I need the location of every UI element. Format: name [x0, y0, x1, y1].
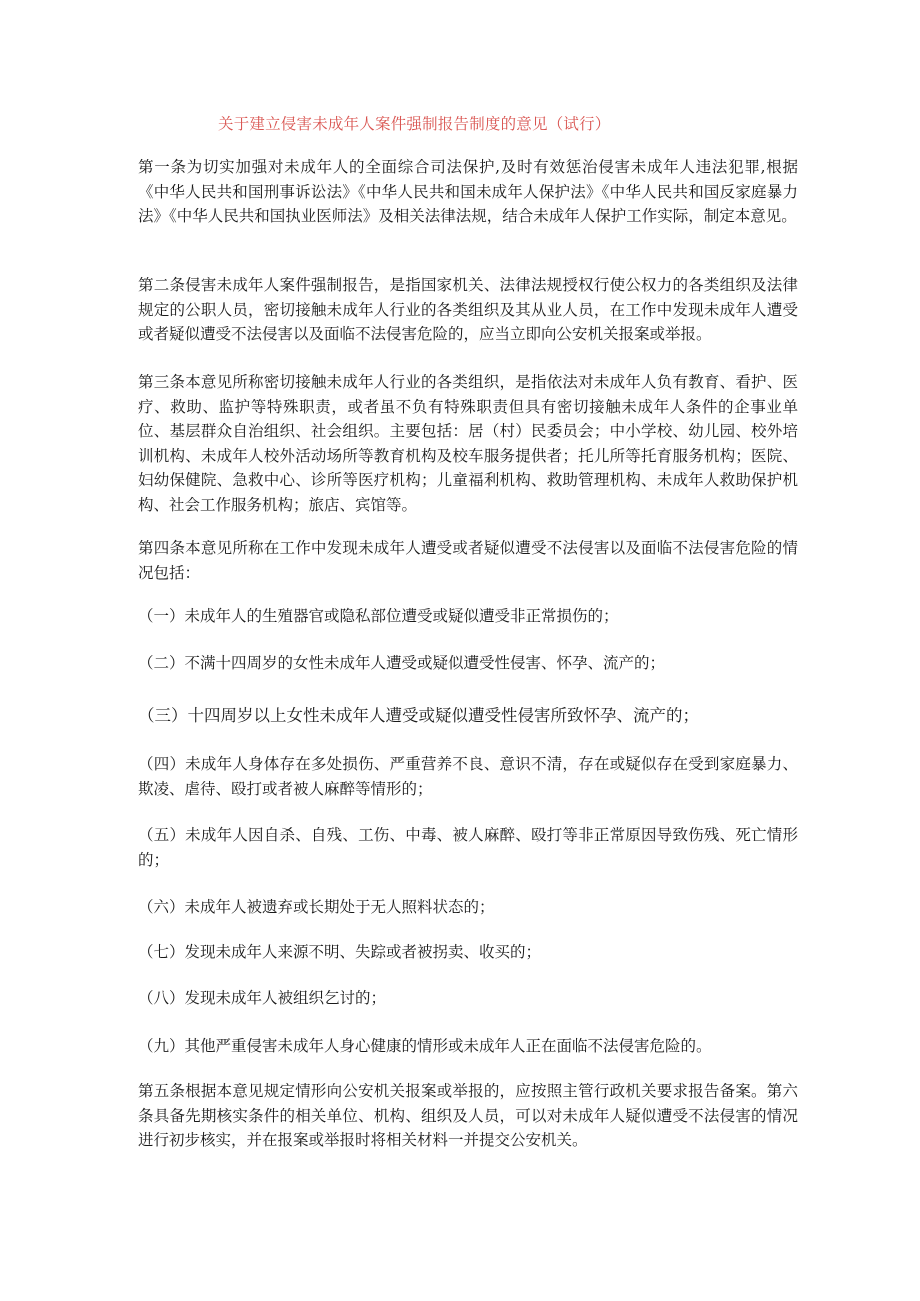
list-item-3: （三）十四周岁以上女性未成年人遭受或疑似遭受性侵害所致怀孕、流产的；	[138, 706, 699, 725]
article-4: 第四条本意见所称在工作中发现未成年人遭受或者疑似遭受不法侵害以及面临不法侵害危险的情况包括：	[138, 539, 798, 582]
list-item-8: （八）发现未成年人被组织乞讨的；	[138, 989, 387, 1007]
article-3: 第三条本意见所称密切接触未成年人行业的各类组织，是指依法对未成年人负有教育、看护、医疗、救助、监护等特殊职责，或者虽不负有特殊职责但具有密切接触未成年人条件的企事业单位、基层群众自治组织、社会组织。主要包括：居（村）民委员会；中小学校、幼儿园、校外培训机构、未成年人校外活动场所等教育机构及校车服务提供者；托儿所等托育服务机构；医院、妇幼保健院、急救中心、诊所等医疗机构；儿童福利机构、救助管理机构、未成年人救助保护机构、社会工作服务机构；旅店、宾馆等。	[138, 373, 798, 514]
list-item-9: （九）其他严重侵害未成年人身心健康的情形或未成年人正在面临不法侵害危险的。	[138, 1037, 712, 1055]
document-title: 关于建立侵害未成年人案件强制报告制度的意见（试行）	[218, 115, 611, 133]
list-item-1: （一）未成年人的生殖器官或隐私部位遭受或疑似遭受非正常损伤的；	[138, 607, 619, 625]
article-5: 第五条根据本意见规定情形向公安机关报案或举报的，应按照主管行政机关要求报告备案。第六条具备先期核实条件的相关单位、机构、组织及人员，可以对未成年人疑似遭受不法侵害的情况进行初步核实，并在报案或举报时将相关材料一并提交公安机关。	[138, 1082, 798, 1149]
list-item-5: （五）未成年人因自杀、自残、工伤、中毒、被人麻醉、殴打等非正常原因导致伤残、死亡情形的；	[138, 826, 798, 869]
list-item-6: （六）未成年人被遗弃或长期处于无人照料状态的；	[138, 898, 495, 916]
article-2: 第二条侵害未成年人案件强制报告，是指国家机关、法律法规授权行使公权力的各类组织及法律规定的公职人员，密切接触未成年人行业的各类组织及其从业人员，在工作中发现未成年人遭受或者疑似遭受不法侵害以及面临不法侵害危险的，应当立即向公安机关报案或举报。	[138, 276, 798, 343]
list-item-7: （七）发现未成年人来源不明、失踪或者被拐卖、收买的；	[138, 943, 542, 961]
list-item-2: （二）不满十四周岁的女性未成年人遭受或疑似遭受性侵害、怀孕、流产的；	[138, 654, 666, 672]
article-1: 第一条为切实加强对未成年人的全面综合司法保护,及时有效惩治侵害未成年人违法犯罪,根据《中华人民共和国刑事诉讼法》《中华人民共和国未成年人保护法》《中华人民共和国反家庭暴力法》《中华人民共和国执业医师法》及相关法律法规，结合未成年人保护工作实际，制定本意见。	[138, 158, 798, 225]
list-item-4: （四）未成年人身体存在多处损伤、严重营养不良、意识不清，存在或疑似存在受到家庭暴力、欺凌、虐待、殴打或者被人麻醉等情形的；	[138, 755, 798, 798]
